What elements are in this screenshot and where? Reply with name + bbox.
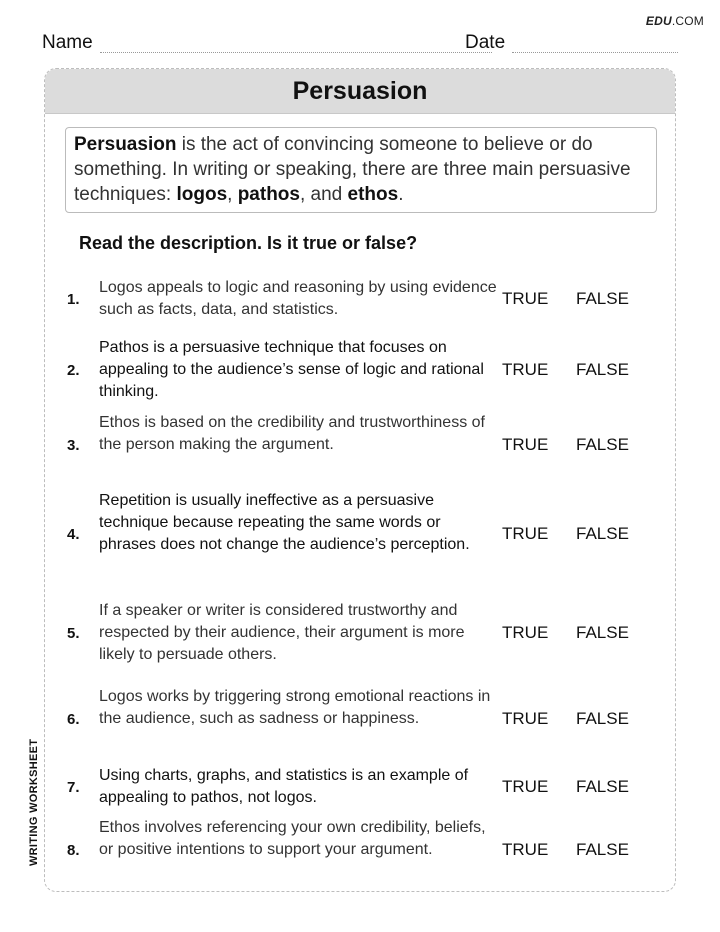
true-option[interactable]: TRUE	[502, 524, 549, 543]
question-text: Ethos is based on the credibility and trustworthiness of the person making the argument.	[99, 414, 485, 453]
false-option[interactable]: FALSE	[576, 709, 629, 728]
worksheet-card	[44, 68, 676, 892]
question-text: Logos works by triggering strong emotional reactions in the audience, such as sadness or happiness.	[99, 688, 491, 727]
name-date-row	[42, 32, 678, 54]
false-option[interactable]: FALSE	[576, 623, 629, 642]
date-field[interactable]	[512, 52, 678, 53]
worksheet-header	[45, 69, 675, 114]
name-field[interactable]	[100, 52, 492, 53]
technique-logos: logos	[176, 184, 228, 205]
false-option[interactable]: FALSE	[576, 840, 629, 859]
true-option[interactable]: TRUE	[502, 360, 549, 379]
brand-logo: EDU.COM	[645, 14, 704, 28]
true-option[interactable]: TRUE	[502, 289, 549, 308]
technique-ethos: ethos	[347, 184, 399, 205]
question-text: Logos appeals to logic and reasoning by using evidence such as facts, data, and statistics.	[99, 279, 497, 318]
instruction: Read the description. Is it true or false?	[79, 233, 418, 253]
false-option[interactable]: FALSE	[576, 435, 629, 454]
definition-term: Persuasion	[74, 134, 177, 155]
true-option[interactable]: TRUE	[502, 777, 549, 796]
true-option[interactable]: TRUE	[502, 623, 549, 642]
true-option[interactable]: TRUE	[502, 435, 549, 454]
false-option[interactable]: FALSE	[576, 777, 629, 796]
question-number: 8.	[67, 842, 80, 859]
false-option[interactable]: FALSE	[576, 524, 629, 543]
question-number: 1.	[67, 291, 80, 308]
question-number: 6.	[67, 711, 80, 728]
true-option[interactable]: TRUE	[502, 840, 549, 859]
true-option[interactable]: TRUE	[502, 709, 549, 728]
question-number: 7.	[67, 779, 80, 796]
question-text: If a speaker or writer is considered trustworthy and respected by their audience, their argument is more likely to persuade others.	[99, 602, 465, 663]
question-text: Ethos involves referencing your own credibility, beliefs, or positive intentions to support your argument.	[99, 819, 486, 858]
side-label: WRITING WORKSHEET	[28, 738, 40, 866]
date-label: Date	[465, 32, 506, 53]
question-text: Pathos is a persuasive technique that focuses on appealing to the audience’s sense of logic and rational thinking.	[99, 339, 484, 400]
question-number: 3.	[67, 437, 80, 454]
question-number: 5.	[67, 625, 80, 642]
name-label: Name	[42, 32, 93, 53]
question-text: Using charts, graphs, and statistics is an example of appealing to pathos, not logos.	[99, 767, 469, 806]
false-option[interactable]: FALSE	[576, 360, 629, 379]
definition-box: Persuasion is the act of convincing someone to believe or do something. In writing or speaking, there are three main persuasive techniques: logos, pathos, and ethos.	[65, 127, 657, 213]
false-option[interactable]: FALSE	[576, 289, 629, 308]
worksheet-title: Persuasion	[292, 76, 428, 105]
technique-pathos: pathos	[237, 184, 300, 205]
question-number: 4.	[67, 526, 80, 543]
question-text: Repetition is usually ineffective as a persuasive technique because repeating the same words or phrases does not change the audience’s perception.	[99, 492, 470, 553]
definition-text: is the act of convincing someone to believe or do something. In writing or speaking, there are three main persuasive techniques:	[74, 134, 631, 205]
question-number: 2.	[67, 362, 80, 379]
